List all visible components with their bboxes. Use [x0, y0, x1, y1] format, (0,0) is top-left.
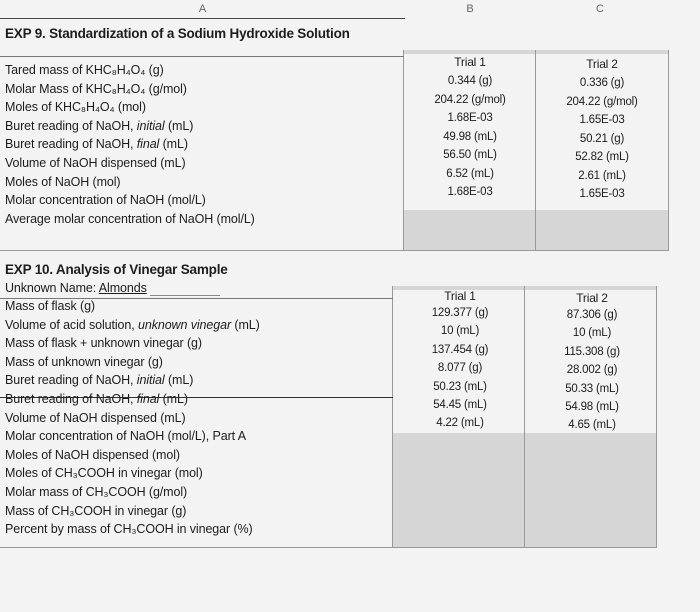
- label-pre: Buret reading of NaOH,: [5, 392, 137, 406]
- exp9-row-label[interactable]: Average molar concentration of NaOH (mol/L): [5, 211, 255, 226]
- exp9-row-label[interactable]: Volume of NaOH dispensed (mL): [5, 156, 186, 170]
- exp10-row-label[interactable]: [5, 371, 193, 390]
- exp9-trial1-cell[interactable]: 6.52 (mL): [446, 167, 494, 180]
- exp9-trial1-cell[interactable]: 49.98 (mL): [443, 130, 497, 143]
- exp10-row-label[interactable]: Mass of unknown vinegar (g): [5, 354, 163, 369]
- exp10-row-label[interactable]: Molar concentration of NaOH (mol/L), Part A: [5, 429, 246, 444]
- exp10-title: EXP 10. Analysis of Vinegar Sample: [5, 262, 228, 277]
- exp10-row-label[interactable]: [5, 316, 260, 335]
- label-em: unknown vinegar: [138, 317, 232, 332]
- exp10-trial1-cell[interactable]: 4.22 (mL): [436, 417, 484, 430]
- exp9-row-label[interactable]: Tared mass of KHC₈H₄O₄ (g): [5, 63, 164, 77]
- exp10-trial2-header: Trial 2: [576, 291, 608, 305]
- label-em: initial: [136, 373, 165, 388]
- exp9-empty-cells: [403, 210, 669, 251]
- exp10-unknown-name[interactable]: [5, 279, 147, 298]
- column-header-b[interactable]: B: [466, 3, 474, 15]
- exp9-trial2-header: Trial 2: [586, 57, 618, 71]
- unknown-name-underline: [150, 295, 220, 296]
- exp10-trial1-header: Trial 1: [444, 289, 476, 303]
- exp9-trial1-cell[interactable]: 1.68E-03: [447, 112, 493, 124]
- exp9-trial2-cell[interactable]: 1.65E-03: [579, 114, 625, 126]
- exp10-row-label[interactable]: Percent by mass of CH₃COOH in vinegar (%): [5, 522, 253, 537]
- exp10-trial1-cell[interactable]: 10 (mL): [440, 325, 480, 338]
- exp9-divider-right: [668, 50, 669, 251]
- exp10-bottomline: [0, 547, 657, 548]
- exp9-label-topline: [0, 56, 404, 57]
- exp10-row-label[interactable]: Moles of CH₃COOH in vinegar (mol): [5, 466, 203, 481]
- exp9-bottomline: [0, 250, 669, 251]
- label-post: (mL): [164, 373, 194, 388]
- exp10-row-label[interactable]: Molar mass of CH₃COOH (g/mol): [5, 485, 188, 499]
- exp10-trial2-cell[interactable]: 4.65 (mL): [568, 419, 616, 432]
- label-em: final: [136, 392, 160, 406]
- exp9-title: EXP 9. Standardization of a Sodium Hydroxide Solution: [5, 26, 350, 41]
- unknown-name-label: Unknown Name:: [5, 281, 99, 295]
- exp9-trial2-cell[interactable]: 204.22 (g/mol): [566, 95, 638, 108]
- exp9-row-label[interactable]: [5, 135, 188, 154]
- exp9-divider-mid: [535, 50, 536, 251]
- exp9-row-label[interactable]: Moles of NaOH (mol): [5, 174, 121, 189]
- exp10-row-label[interactable]: Mass of flask + unknown vinegar (g): [5, 336, 202, 351]
- exp10-trial1-cell[interactable]: 8.077 (g): [437, 362, 483, 375]
- label-pre: Volume of acid solution,: [5, 317, 138, 332]
- exp10-row-label[interactable]: Moles of NaOH dispensed (mol): [5, 447, 180, 462]
- header-divider: [0, 18, 405, 19]
- exp10-trial1-cell[interactable]: 50.23 (mL): [433, 380, 487, 393]
- exp9-trial1-cell[interactable]: 1.68E-03: [447, 186, 493, 198]
- exp9-trial1-header: Trial 1: [454, 55, 486, 69]
- exp9-trial1-cell[interactable]: 56.50 (mL): [443, 149, 497, 161]
- exp9-trial1-cell[interactable]: 0.344 (g): [447, 75, 493, 87]
- exp9-row-label[interactable]: Molar Mass of KHC₈H₄O₄ (g/mol): [5, 81, 187, 96]
- exp10-trial1-cell[interactable]: 137.454 (g): [431, 343, 489, 356]
- label-pre: Buret reading of NaOH,: [5, 118, 137, 133]
- exp9-trial1-cell[interactable]: 204.22 (g/mol): [434, 93, 506, 106]
- label-post: (mL): [231, 317, 260, 332]
- exp10-row-label[interactable]: Mass of flask (g): [5, 299, 95, 313]
- label-pre: Buret reading of NaOH,: [5, 373, 137, 388]
- exp9-divider-left: [403, 50, 404, 251]
- exp9-trial2-cell[interactable]: 2.61 (mL): [578, 169, 626, 182]
- exp9-trial2-cell[interactable]: 52.82 (mL): [575, 151, 629, 163]
- exp10-row-label[interactable]: Volume of NaOH dispensed (mL): [5, 410, 186, 425]
- label-post: (mL): [159, 137, 188, 152]
- label-pre: Buret reading of NaOH,: [5, 137, 137, 152]
- exp10-trial2-cell[interactable]: 50.33 (mL): [565, 382, 619, 395]
- exp9-trial2-cell[interactable]: 0.336 (g): [579, 77, 625, 89]
- label-em: initial: [136, 118, 165, 133]
- exp9-row-label[interactable]: [5, 117, 193, 136]
- exp9-row-label[interactable]: Molar concentration of NaOH (mol/L): [5, 193, 206, 208]
- exp10-trial2-cell[interactable]: 10 (mL): [572, 327, 612, 340]
- exp10-trial2-cell[interactable]: 54.98 (mL): [565, 401, 619, 413]
- label-em: final: [136, 137, 160, 152]
- exp9-row-label[interactable]: Moles of KHC₈H₄O₄ (mol): [5, 100, 146, 115]
- label-post: (mL): [164, 118, 194, 133]
- column-header-c[interactable]: C: [596, 3, 604, 15]
- column-header-a[interactable]: A: [198, 3, 207, 15]
- exp10-trial2-cell[interactable]: 87.306 (g): [566, 309, 618, 321]
- unknown-name-value: Almonds: [98, 281, 147, 295]
- exp10-trial1-cell[interactable]: 129.377 (g): [431, 307, 489, 319]
- exp10-row-label[interactable]: [5, 390, 188, 409]
- exp10-trial1-cell[interactable]: 54.45 (mL): [433, 399, 487, 411]
- exp9-trial2-cell[interactable]: 1.65E-03: [579, 188, 625, 200]
- exp10-row-label[interactable]: Mass of CH₃COOH in vinegar (g): [5, 503, 187, 518]
- label-post: (mL): [159, 392, 188, 406]
- exp10-divider-left: [392, 286, 393, 547]
- exp9-trial2-cell[interactable]: 50.21 (g): [579, 132, 625, 145]
- exp10-trial2-cell[interactable]: 28.002 (g): [566, 364, 618, 377]
- exp10-trial2-cell[interactable]: 115.308 (g): [564, 345, 620, 358]
